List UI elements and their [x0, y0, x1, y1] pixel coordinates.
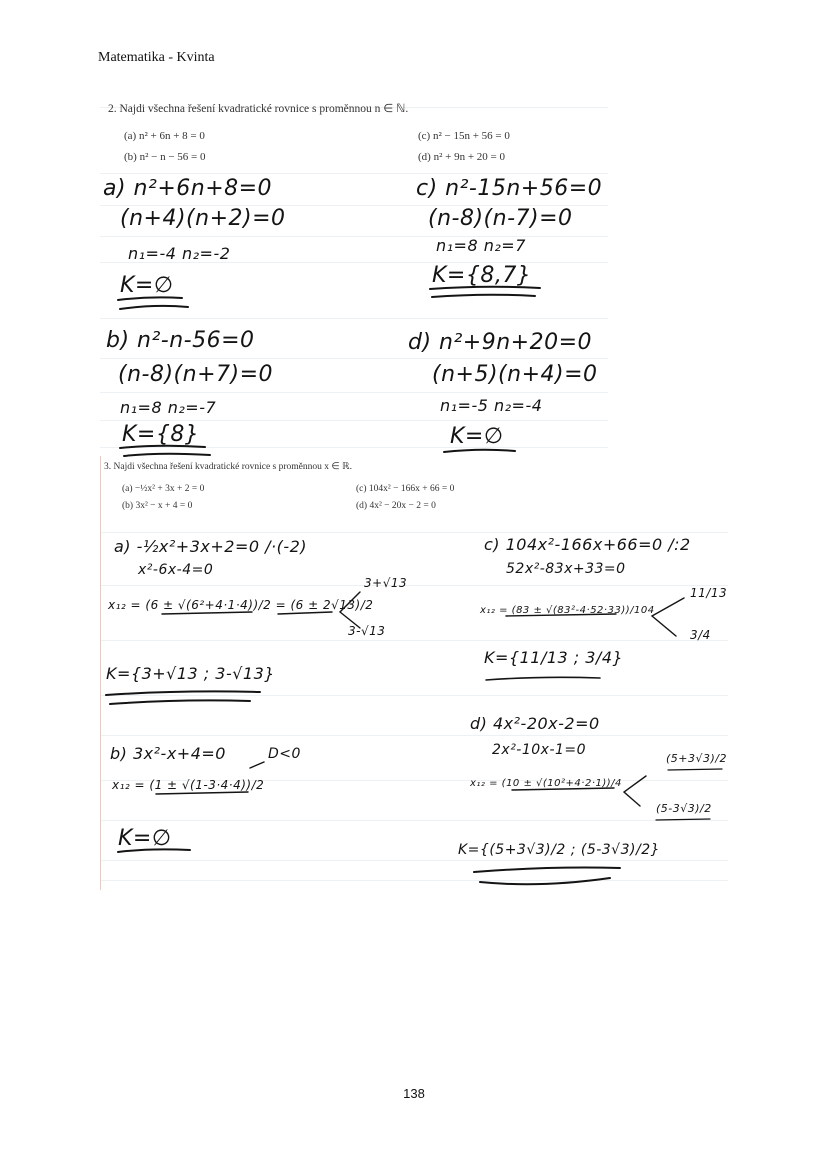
- hw-2b-line1: b) n²-n-56=0: [106, 328, 255, 353]
- task2-item-b: (b) n² − n − 56 = 0: [124, 151, 206, 163]
- hw-2c-result: K={8,7}: [432, 263, 532, 288]
- hw-3d-result: K={(5+3√3)/2 ; (5-3√3)/2}: [458, 842, 661, 858]
- hw-3a-line2: x²-6x-4=0: [138, 562, 214, 578]
- hw-3d-line2: 2x²-10x-1=0: [492, 742, 587, 758]
- hw-3a-formula: x₁₂ = (6 ± √(6²+4·1·4))/2 = (6 ± 2√13)/2: [108, 598, 374, 612]
- hw-3c-formula: x₁₂ = (83 ± √(83²-4·52·33))/104: [480, 605, 655, 616]
- task3-heading: 3. Najdi všechna řešení kvadratické rovnice s proměnnou x ∈ ℝ.: [104, 462, 352, 472]
- hw-2a-line2: (n+4)(n+2)=0: [120, 206, 286, 231]
- hw-3c-line2: 52x²-83x+33=0: [506, 561, 626, 577]
- task3-item-d: (d) 4x² − 20x − 2 = 0: [356, 501, 436, 511]
- hw-2a-line1: a) n²+6n+8=0: [103, 176, 273, 201]
- hw-3b-formula: x₁₂ = (1 ± √(1-3·4·4))/2: [112, 778, 265, 792]
- task3-item-a: (a) −½x² + 3x + 2 = 0: [122, 484, 205, 494]
- task2-item-c: (c) n² − 15n + 56 = 0: [418, 130, 510, 142]
- hw-3c-line1: c) 104x²-166x+66=0 /:2: [484, 535, 691, 554]
- hw-2b-line2: (n-8)(n+7)=0: [118, 362, 274, 387]
- hw-2d-result: K=∅: [450, 424, 504, 449]
- hw-3b-result: K=∅: [118, 826, 172, 851]
- hw-3a-root2: 3-√13: [348, 624, 386, 638]
- task2-item-a: (a) n² + 6n + 8 = 0: [124, 130, 205, 142]
- hw-3a-root1: 3+√13: [364, 576, 408, 590]
- hw-3c-result: K={11/13 ; 3/4}: [484, 648, 624, 667]
- hw-2d-line3: n₁=-5 n₂=-4: [440, 396, 543, 415]
- hw-2d-line2: (n+5)(n+4)=0: [432, 362, 598, 387]
- task2-heading: 2. Najdi všechna řešení kvadratické rovnice s proměnnou n ∈ ℕ.: [108, 103, 409, 115]
- page-number: 138: [403, 1086, 425, 1101]
- hw-2d-line1: d) n²+9n+20=0: [408, 330, 593, 355]
- hw-3d-formula: x₁₂ = (10 ± √(10²+4·2·1))/4: [470, 778, 622, 789]
- hw-2a-result: K=∅: [120, 273, 174, 298]
- hw-2b-result: K={8}: [122, 422, 200, 447]
- hw-3b-discriminant: D<0: [268, 746, 301, 762]
- hw-2c-line2: (n-8)(n-7)=0: [428, 206, 573, 231]
- hw-3a-result: K={3+√13 ; 3-√13}: [106, 664, 275, 683]
- task3-item-c: (c) 104x² − 166x + 66 = 0: [356, 484, 455, 494]
- hw-3d-line1: d) 4x²-20x-2=0: [470, 714, 600, 733]
- hw-3a-line1: a) -½x²+3x+2=0 /·(-2): [114, 537, 308, 556]
- hw-2b-line3: n₁=8 n₂=-7: [120, 398, 217, 417]
- hw-3c-root1: 11/13: [690, 586, 728, 600]
- hw-3b-line1: b) 3x²-x+4=0: [110, 744, 226, 763]
- hw-3d-root1: (5+3√3)/2: [666, 752, 728, 765]
- hw-3d-root2: (5-3√3)/2: [656, 802, 712, 815]
- task2-item-d: (d) n² + 9n + 20 = 0: [418, 151, 505, 163]
- hw-3c-root2: 3/4: [690, 628, 711, 642]
- hw-2c-line3: n₁=8 n₂=7: [436, 236, 526, 255]
- hw-2c-line1: c) n²-15n+56=0: [416, 176, 603, 201]
- hw-2a-line3: n₁=-4 n₂=-2: [128, 244, 231, 263]
- page-header: Matematika - Kvinta: [98, 50, 215, 65]
- task3-item-b: (b) 3x² − x + 4 = 0: [122, 501, 193, 511]
